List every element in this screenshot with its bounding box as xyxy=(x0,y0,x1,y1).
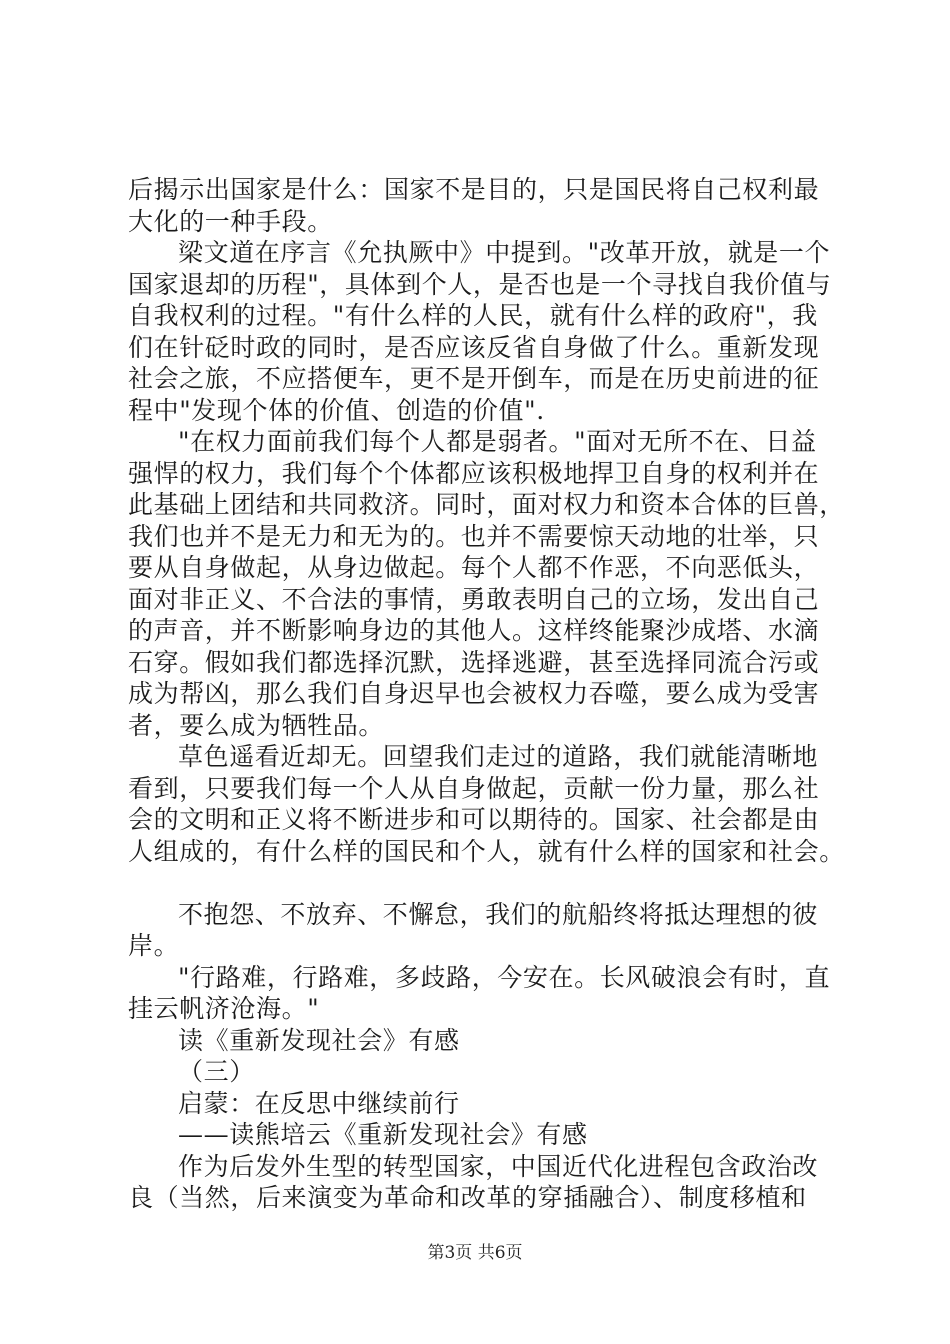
text-line: 者，要么成为牺牲品。 xyxy=(128,710,385,740)
text-line: 社会之旅，不应搭便车，更不是开倒车，而是在历史前进的征 xyxy=(128,364,820,393)
text-line: 梁文道在序言《允执厥中》中提到。"改革开放，就是一个 xyxy=(178,238,831,267)
text-line: 国家退却的历程"，具体到个人，是否也是一个寻找自我价值与 xyxy=(128,269,832,299)
essay-subtitle-line: ——读熊培云《重新发现社会》有感 xyxy=(178,1120,588,1149)
text-line: 人组成的，有什么样的国民和个人，就有什么样的国家和社会。 xyxy=(128,836,845,866)
text-line: "在权力面前我们每个人都是弱者。"面对无所不在、日益 xyxy=(178,427,817,456)
text-line: 大化的一种手段。 xyxy=(128,206,333,236)
text-line: 我们也并不是无力和无为的。也并不需要惊天动地的壮举，只 xyxy=(128,521,820,551)
text-line: 要从自身做起，从身边做起。每个人都不作恶，不向恶低头， xyxy=(128,553,820,582)
essay-title-line: 读《重新发现社会》有感 xyxy=(178,1025,460,1055)
text-line: 作为后发外生型的转型国家，中国近代化进程包含政治改 xyxy=(178,1151,819,1181)
text-line: 会的文明和正义将不断进步和可以期待的。国家、社会都是由 xyxy=(128,805,820,834)
text-line: 面对非正义、不合法的事情，勇敢表明自己的立场，发出自己 xyxy=(128,584,820,614)
text-line: 不抱怨、不放弃、不懈怠，我们的航船终将抵达理想的彼 xyxy=(178,899,819,929)
essay-title-line: 启蒙：在反思中继续前行 xyxy=(178,1088,460,1118)
text-line: 岸。 xyxy=(128,931,180,960)
text-line: 强悍的权力，我们每个个体都应该积极地捍卫自身的权利并在 xyxy=(128,458,820,488)
text-line: 草色遥看近却无。回望我们走过的道路，我们就能清晰地 xyxy=(178,742,819,771)
text-line: 的声音，并不断影响身边的其他人。这样终能聚沙成塔、水滴 xyxy=(128,616,820,645)
text-line: 挂云帆济沧海。" xyxy=(128,994,320,1023)
section-number-line: （三） xyxy=(178,1057,255,1086)
page-footer: 第3页 共6页 xyxy=(427,1243,523,1263)
text-line: 成为帮凶，那么我们自身迟早也会被权力吞噬，要么成为受害 xyxy=(128,679,820,708)
text-line: 程中"发现个体的价值、创造的价值". xyxy=(128,395,545,425)
text-line: "行路难，行路难，多歧路，今安在。长风破浪会有时，直 xyxy=(178,962,831,992)
blank-line xyxy=(128,867,833,899)
text-line: 后揭示出国家是什么：国家不是目的，只是国民将自己权利最 xyxy=(128,175,820,204)
text-line: 们在针砭时政的同时，是否应该反省自身做了什么。重新发现 xyxy=(128,332,820,362)
text-line: 石穿。假如我们都选择沉默，选择逃避，甚至选择同流合污或 xyxy=(128,647,820,677)
text-line: 自我权利的过程。"有什么样的人民，就有什么样的政府"，我 xyxy=(128,301,818,330)
text-line: 此基础上团结和共同救济。同时，面对权力和资本合体的巨兽， xyxy=(128,490,845,519)
text-line: 看到，只要我们每一个人从自身做起，贡献一份力量，那么社 xyxy=(128,773,820,803)
text-line: 良（当然，后来演变为革命和改革的穿插融合）、制度移植和 xyxy=(128,1183,807,1212)
document-body xyxy=(128,174,845,1214)
